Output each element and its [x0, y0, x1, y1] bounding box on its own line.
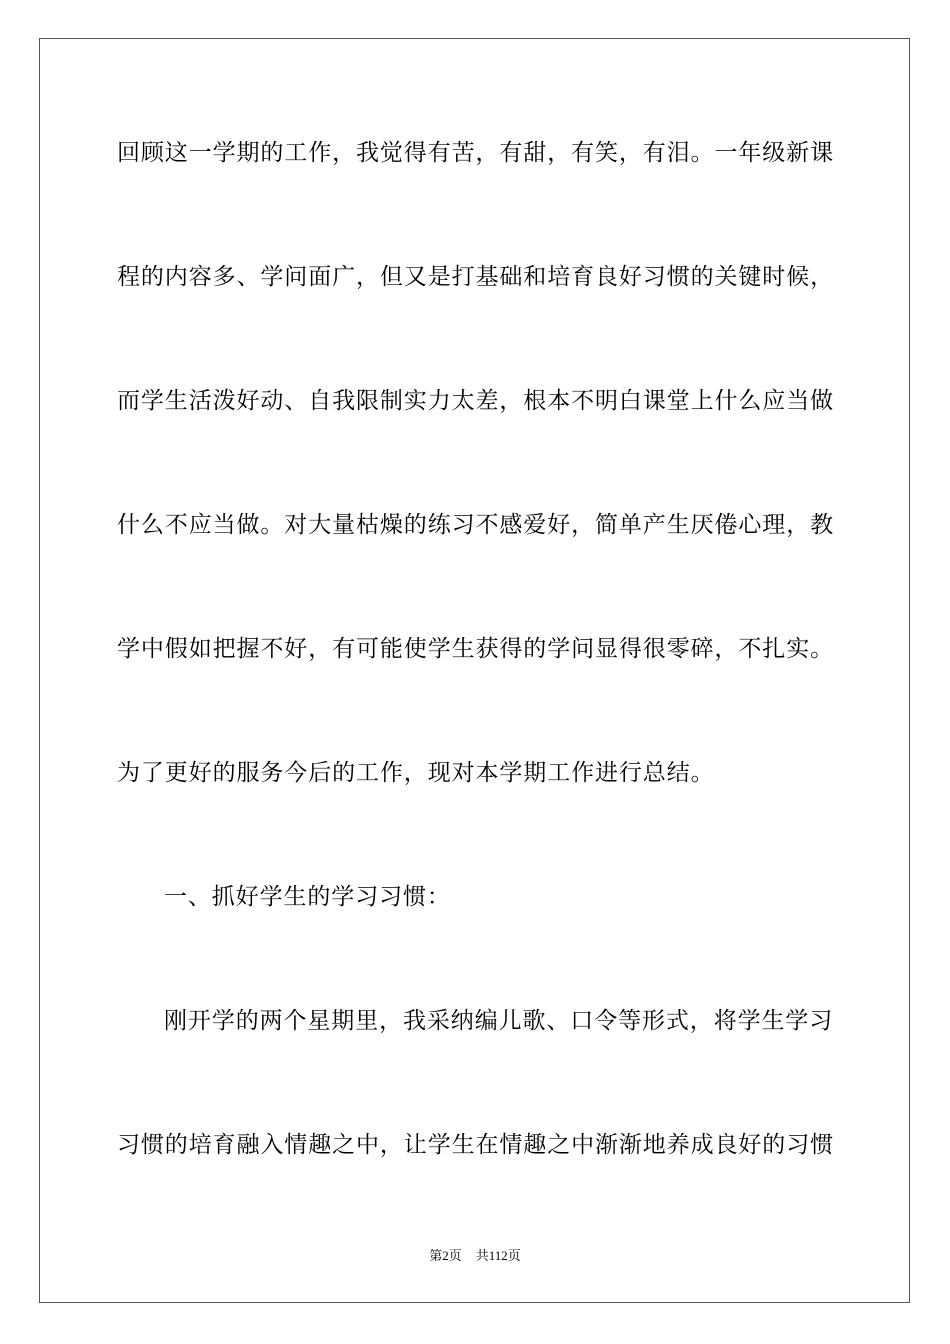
page-footer: [0, 1247, 950, 1265]
paragraph-line-4: 什么不应当做。对大量枯燥的练习不感爱好，简单产生厌倦心理，教: [117, 512, 834, 538]
paragraph-line-1: 回顾这一学期的工作，我觉得有苦，有甜，有笑，有泪。一年级新课: [117, 140, 834, 166]
page-frame: [39, 38, 910, 1303]
paragraph-line-6: 为了更好的服务今后的工作，现对本学期工作进行总结。: [117, 760, 715, 786]
paragraph-line-2: 程的内容多、学问面广，但又是打基础和培育良好习惯的关键时候，: [117, 264, 834, 290]
paragraph-line-3: 而学生活泼好动、自我限制实力太差，根本不明白课堂上什么应当做: [117, 388, 834, 414]
section-heading: 一、抓好学生的学习习惯：: [164, 884, 451, 910]
page-number: 第2页: [429, 1248, 462, 1263]
paragraph-line-7: 刚开学的两个星期里，我采纳编儿歌、口令等形式，将学生学习: [164, 1008, 834, 1034]
page-total: 共112页: [475, 1248, 521, 1263]
paragraph-line-8: 习惯的培育融入情趣之中，让学生在情趣之中渐渐地养成良好的习惯: [117, 1132, 834, 1158]
paragraph-line-5: 学中假如把握不好，有可能使学生获得的学问显得很零碎，不扎实。: [117, 636, 834, 662]
